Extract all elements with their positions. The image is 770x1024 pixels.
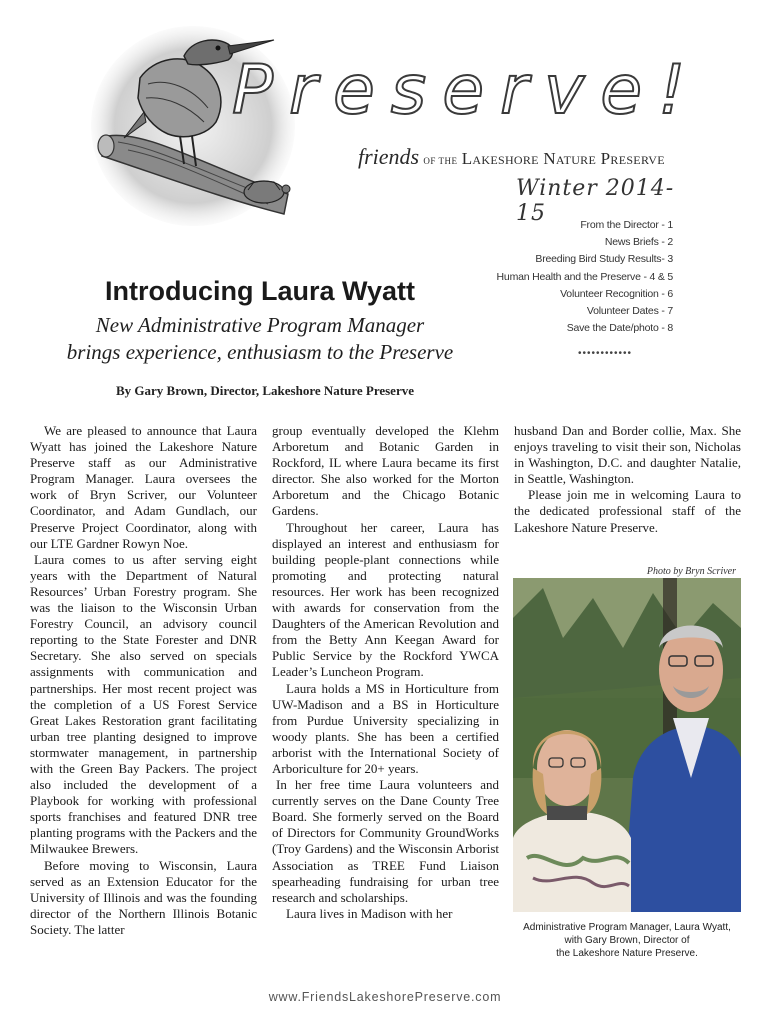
article-paragraph: Before moving to Wisconsin, Laura served as an Extension Educator for the University of Illinois and was the founding director of the Northern Illinois Botanic Society. The latter: [30, 857, 257, 937]
masthead-friends-word: friends: [358, 144, 420, 169]
toc-item-director: From the Director - 1: [580, 219, 673, 231]
article-paragraph: Laura comes to us after serving eight years with the Department of Natural Resources’ Urban Forestry program. She was the liaison to the Wisconsin Urban Forestry Council, an advisory council reporting to the State Forester and DNR Secretary. She also served on specials assignments with communication and partnerships. Her most recent project was the completion of a US Forest Service Great Lakes Restoration grant facilitating urban tree planting designed to improve stormwater management, in partnership with the Green Bay Packers. The project also included the development of a Playbook for working with professional sports franchises and featured DNR tree planting programs with the Packers and the Milwaukee Brewers.: [30, 551, 257, 857]
article-paragraph: We are pleased to announce that Laura Wyatt has joined the Lakeshore Nature Preserve staff as our Administrative Program Manager. Laura oversees the work of Bryn Scriver, our Volunteer Coordinator, and Adam Gundlach, our Preserve Project Coordinator, along with our LTE Gardner Rowyn Noe.: [30, 423, 257, 551]
article-headline: Introducing Laura Wyatt: [104, 276, 415, 306]
article-column-2: [272, 423, 499, 922]
subheadline-line-2: brings experience, enthusiasm to the Preserve: [66, 340, 454, 364]
masthead-of-the: OF THE: [423, 156, 458, 166]
toc-item-save-the-date: Save the Date/photo - 8: [566, 322, 673, 335]
article-subheadline: [30, 312, 490, 366]
article-paragraph: Please join me in welcoming Laura to the dedicated professional staff of the Lakeshore Nature Preserve.: [514, 487, 741, 535]
toc-dotted-divider: ••••••••••••: [577, 348, 632, 359]
photo-caption-line-2: with Gary Brown, Director of: [564, 935, 690, 946]
toc-item-volunteer-recognition: Volunteer Recognition - 6: [560, 287, 673, 300]
article-paragraph: husband Dan and Border collie, Max. She enjoys traveling to visit their son, Nicholas in Washington, D.C. and daughter Natalie, in Seattle, Washington.: [514, 423, 741, 487]
masthead-title: Preserve!: [232, 51, 702, 130]
article-column-3: [514, 423, 741, 536]
article-paragraph: In her free time Laura volunteers and currently serves on the Dane County Tree Board. She formerly served on the Board of Directors for Community GroundWorks (Troy Gardens) and the Wisconsin Arborist Association as TREE Fund Liaison spearheading fundraising for urban tree research and scholarships.: [272, 777, 499, 905]
masthead-preserve-name: Lakeshore Nature Preserve: [461, 149, 665, 168]
toc-item-human-health: Human Health and the Preserve - 4 & 5: [496, 270, 673, 283]
photo-caption-line-3: the Lakeshore Nature Preserve.: [556, 948, 698, 959]
staff-photo: [513, 578, 741, 912]
article-paragraph: group eventually developed the Klehm Arboretum and Botanic Garden in Rockford, IL where Laura became its first director. She also worked for the Morton Arboretum and the Chicago Botanic Gardens.: [272, 423, 499, 519]
article-column-1: [30, 423, 257, 938]
photo-credit: Photo by Bryn Scriver: [646, 566, 736, 577]
issue-date: Winter 2014-15: [516, 176, 675, 226]
photo-caption: [508, 921, 746, 960]
subheadline-line-1: New Administrative Program Manager: [95, 313, 425, 337]
toc-item-volunteer-dates: Volunteer Dates - 7: [586, 304, 673, 317]
article-byline: By Gary Brown, Director, Lakeshore Nature Preserve: [116, 383, 414, 398]
article-paragraph: Throughout her career, Laura has displayed an interest and enthusiasm for building people-plant connections while promoting and protecting natural resources. Her work has been recognized with awards for conservation from the Daughters of the American Revolution and from the Betty Ann Keegan Award for Public Service by the Rockford YWCA Leader’s Luncheon Program.: [272, 519, 499, 680]
toc-item-bird-study: Breeding Bird Study Results- 3: [535, 253, 673, 266]
article-paragraph: Laura lives in Madison with her: [286, 905, 453, 921]
footer-website-url: www.FriendsLakeshorePreserve.com: [268, 990, 502, 1004]
article-paragraph: Laura holds a MS in Horticulture from UW-Madison and a BS in Horticulture from Purdue University specializing in woody plants. She has been a certified arborist with the International Society of Arboriculture for 20+ years.: [272, 680, 499, 776]
photo-caption-line-1: Administrative Program Manager, Laura Wyatt,: [523, 922, 731, 933]
masthead-subtitle: [358, 144, 678, 170]
toc-item-news-briefs: News Briefs - 2: [604, 236, 673, 249]
